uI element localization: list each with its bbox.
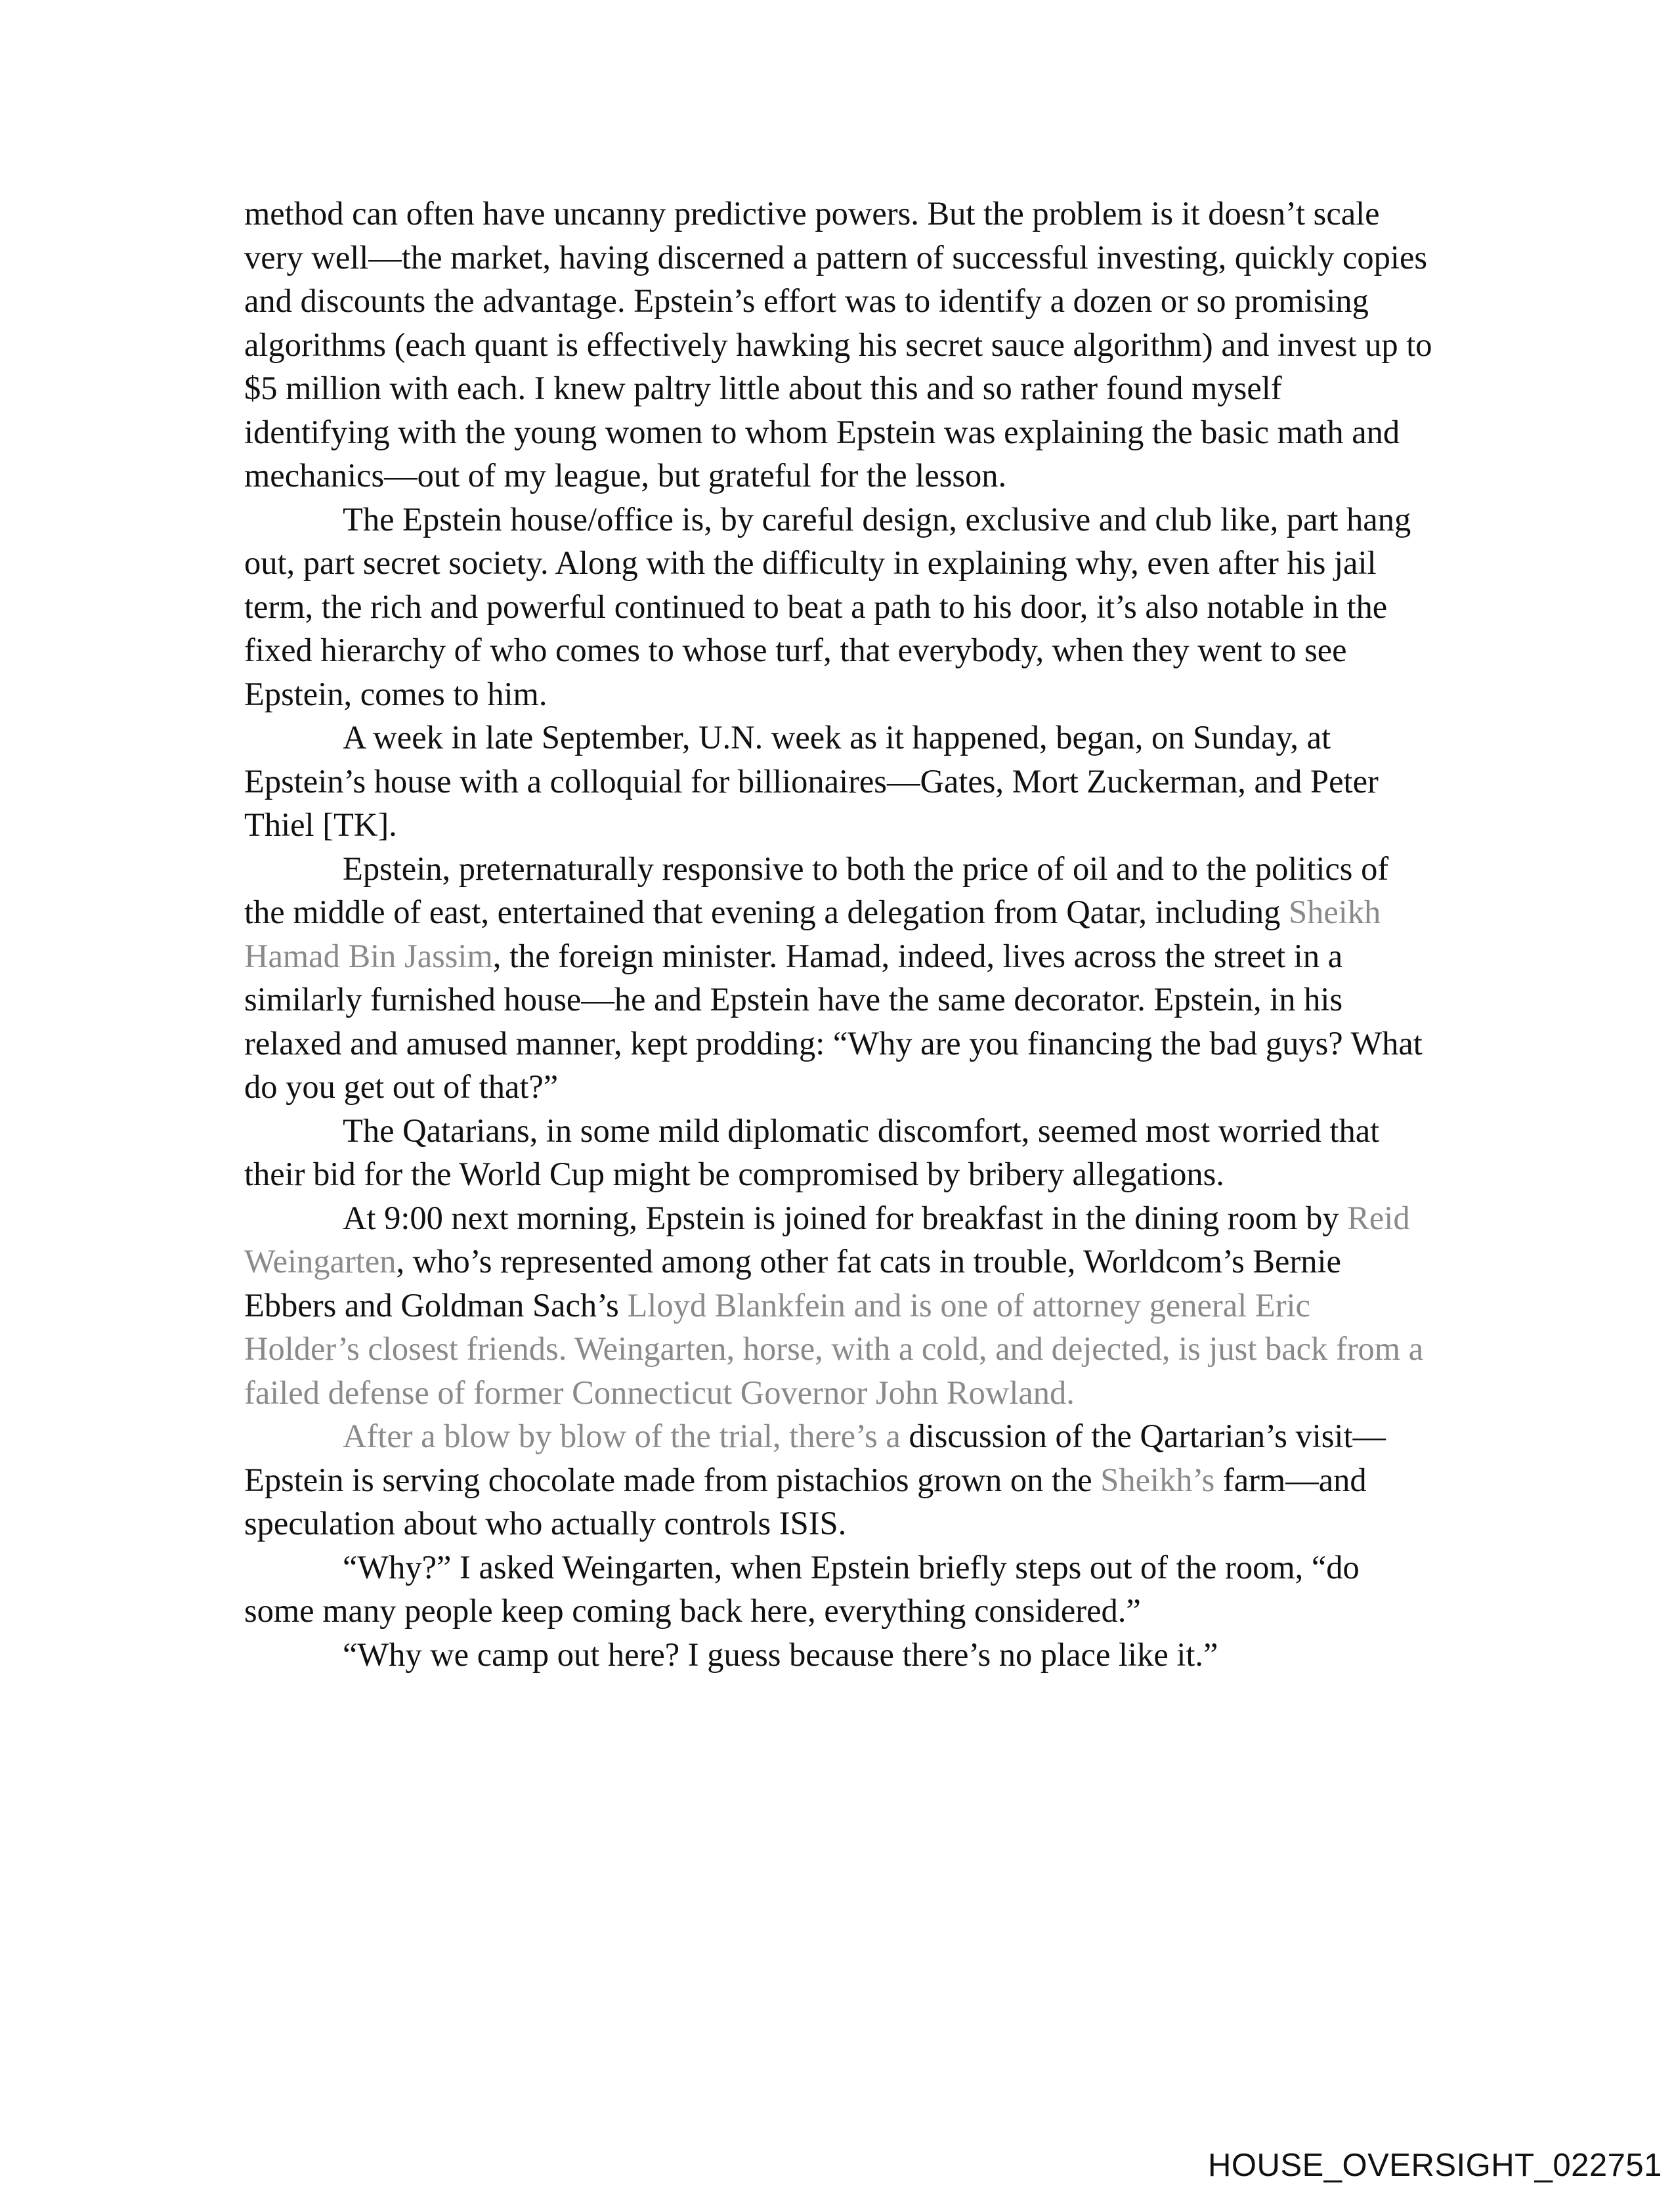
paragraph-9 (244, 1633, 1432, 1677)
paragraph-8 (244, 1546, 1432, 1633)
paragraph-text: “Why we camp out here? I guess because there’s no place like it.” (343, 1636, 1218, 1673)
paragraph-7 (244, 1414, 1432, 1546)
paragraph-1 (244, 192, 1432, 498)
paragraph-5 (244, 1109, 1432, 1196)
document-body (244, 192, 1432, 1676)
paragraph-2 (244, 498, 1432, 716)
highlighted-passage: After a blow by blow of the trial, there’s a (343, 1418, 909, 1454)
paragraph-text: , the foreign minister. Hamad, indeed, lives across the street in a similarly furnished house—he and Epstein have the same decorator. Epstein, in his relaxed and amused manner, kept prodding: “Why are you financing the bad guys? What do you get out of that?” (244, 937, 1423, 1105)
paragraph-text: discussion of the Qartarian’s visit—Epstein is serving chocolate made from pistachios grown on the (244, 1418, 1386, 1498)
highlighted-name: Reid Weingarten (244, 1199, 1410, 1280)
bates-stamp: HOUSE_OVERSIGHT_022751 (1208, 2148, 1662, 2183)
paragraph-text: Epstein, preternaturally responsive to both the price of oil and to the politics of the middle of east, entertained that evening a delegation from Qatar, including (244, 850, 1389, 930)
paragraph-text: The Qatarians, in some mild diplomatic discomfort, seemed most worried that their bid for the World Cup might be compromised by bribery allegations. (244, 1112, 1380, 1192)
paragraph-text: method can often have uncanny predictive powers. But the problem is it doesn’t scale very well—the market, having discerned a pattern of successful investing, quickly copies and discounts the advantage. Epstein’s effort was to identify a dozen or so promising algorithms (each quant is effectively hawking his secret sauce algorithm) and invest up to $5 million with each. I knew paltry little about this and so rather found myself identifying with the young women to whom Epstein was explaining the basic math and mechanics—out of my league, but grateful for the lesson. (244, 195, 1432, 494)
paragraph-text: The Epstein house/office is, by careful design, exclusive and club like, part hang out, part secret society. Along with the difficulty in explaining why, even after his jail term, the rich and powerful continued to beat a path to his door, it’s also notable in the fixed hierarchy of who comes to whose turf, that everybody, when they went to see Epstein, comes to him. (244, 500, 1411, 712)
paragraph-text: A week in late September, U.N. week as it happened, began, on Sunday, at Epstein’s house with a colloquial for billionaires—Gates, Mort Zuckerman, and Peter Thiel [TK]. (244, 719, 1379, 843)
paragraph-text: “Why?” I asked Weingarten, when Epstein briefly steps out of the room, “do some many people keep coming back here, everything considered.” (244, 1548, 1360, 1629)
paragraph-text: farm—and speculation about who actually controls ISIS. (244, 1461, 1367, 1542)
highlighted-passage: Lloyd Blankfein and is one of attorney general Eric Holder’s closest friends. Weingarten, horse, with a cold, and dejected, is just back from a failed defense of former Connecticut Governor John Rowland. (244, 1286, 1424, 1411)
paragraph-6 (244, 1196, 1432, 1415)
paragraph-text: At 9:00 next morning, Epstein is joined for breakfast in the dining room by (343, 1199, 1348, 1236)
paragraph-text: , who’s represented among other fat cats in trouble, Worldcom’s Bernie Ebbers and Goldman Sach’s (244, 1243, 1341, 1324)
highlighted-name: Sheikh Hamad Bin Jassim (244, 894, 1381, 974)
paragraph-4 (244, 847, 1432, 1109)
highlighted-name: Sheikh’s (1100, 1461, 1215, 1498)
paragraph-3 (244, 716, 1432, 847)
